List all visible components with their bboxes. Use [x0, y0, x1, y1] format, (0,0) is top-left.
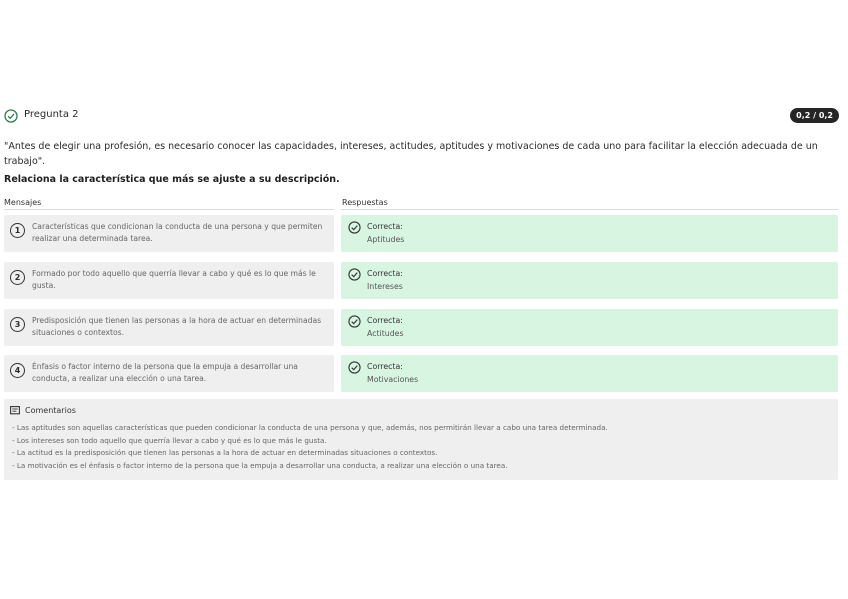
message-item: [4, 309, 334, 346]
messages-divider: [4, 209, 334, 210]
answer-item: [341, 309, 838, 346]
answer-value: Aptitudes: [367, 235, 405, 244]
answer-value: Motivaciones: [367, 375, 419, 384]
comments-text: [12, 422, 832, 472]
answer-status: Correcta:: [367, 316, 403, 325]
message-item: [4, 262, 334, 299]
answer-status: Correcta:: [367, 269, 403, 278]
answer-item: [341, 215, 838, 252]
message-text: Predisposición que tienen las personas a la hora de actuar en determinadas situaciones o contextos.: [32, 316, 322, 337]
message-text: Énfasis o factor interno de la persona que la empuja a desarrollar una conducta, a realizar una elección o una tarea.: [32, 362, 298, 383]
answers-column-header: Respuestas: [342, 198, 388, 207]
item-number: 3: [10, 317, 25, 332]
comments-panel: [4, 399, 838, 480]
score-badge: 0,2 / 0,2: [790, 108, 839, 123]
comment-line: - Las aptitudes son aquellas características que pueden condicionar la conducta de una persona y que, además, nos permitirán llevar a cabo una tarea determinada.: [12, 423, 608, 432]
question-title: Pregunta 2: [24, 109, 79, 120]
check-circle-icon: [348, 268, 361, 281]
answer-status: Correcta:: [367, 362, 403, 371]
answer-value: Intereses: [367, 282, 403, 291]
question-stem: "Antes de elegir una profesión, es necesario conocer las capacidades, intereses, actitudes, aptitudes y motivaciones de cada uno para facilitar la elección adecuada de un trabajo".: [4, 141, 818, 167]
check-circle-icon: [4, 109, 18, 123]
check-circle-icon: [348, 361, 361, 374]
answer-value: Actitudes: [367, 329, 404, 338]
question-header: [4, 108, 839, 126]
comment-line: - Los intereses son todo aquello que querría llevar a cabo y qué es lo que más le gusta.: [12, 435, 327, 445]
answer-status: Correcta:: [367, 222, 403, 231]
comment-line: - La motivación es el énfasis o factor interno de la persona que la empuja a desarrollar una conducta, a realizar una elección o una tarea.: [12, 460, 508, 470]
messages-column-header: Mensajes: [4, 198, 42, 207]
check-circle-icon: [348, 315, 361, 328]
comment-line: - La actitud es la predisposición que tienen las personas a la hora de actuar en determinadas situaciones o contextos.: [12, 448, 438, 457]
answer-item: [341, 355, 838, 392]
item-number: 2: [10, 270, 25, 285]
question-instruction: Relaciona la característica que más se ajuste a su descripción.: [4, 174, 340, 185]
answers-divider: [341, 209, 838, 210]
message-item: [4, 355, 334, 392]
answer-item: [341, 262, 838, 299]
item-number: 4: [10, 363, 25, 378]
message-text: Formado por todo aquello que querría llevar a cabo y qué es lo que más le gusta.: [32, 269, 316, 290]
comment-icon: [10, 406, 20, 416]
check-circle-icon: [348, 221, 361, 234]
message-item: [4, 215, 334, 252]
message-text: Características que condicionan la conducta de una persona y que permiten realizar una determinada tarea.: [32, 222, 323, 243]
comments-title: Comentarios: [25, 406, 76, 415]
item-number: 1: [10, 223, 25, 238]
